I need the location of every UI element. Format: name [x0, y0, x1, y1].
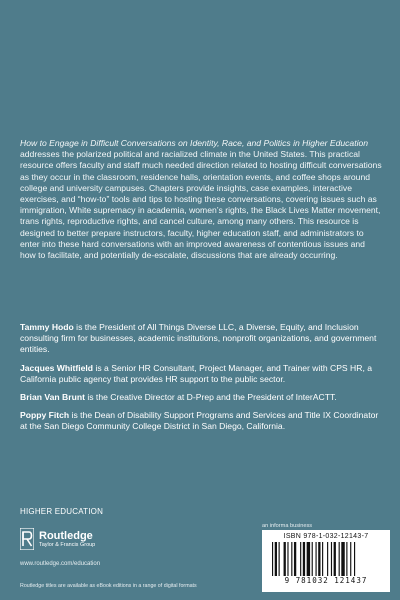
author-name: Tammy Hodo — [20, 322, 74, 332]
author-name: Brian Van Brunt — [20, 392, 85, 403]
publisher-name: Routledge — [39, 529, 93, 542]
author-name: Poppy Fitch — [20, 410, 70, 421]
author-bio — [20, 363, 382, 385]
barcode-icon — [270, 542, 382, 576]
author-bio — [20, 322, 382, 356]
description-body: addresses the polarized political and racialized climate in the United States. This practical resource offers faculty and staff much needed direction related to hosting difficult conversations as they occur in the classroom, residence halls, orientation events, and coffee shops around college and university campuses. Chapters provide insights, case examples, interactive exercises, and “how-to” tools and tips to hosting these conversations, covering issues such as immigration, White supremacy in academia, women’s rights, the Black Lives Matter movement, trans rights, reproductive rights, and cancel culture, among many others. This resource is designed to better prepare instructors, faculty, higher education staff, and administrators to enter into these hard conversations with an improved awareness of contentious issues and how to facilitate, and potentially de-escalate, discussions that are already occurring. — [20, 149, 382, 261]
author-bio-text: is the Creative Director at D-Prep and the President of InterACTT. — [84, 392, 337, 403]
publisher-group: Taylor & Francis Group — [39, 541, 96, 548]
subject-category: HIGHER EDUCATION — [20, 507, 104, 516]
author-bios — [20, 322, 382, 440]
ebook-note: Routledge titles are available as eBook editions in a range of digital formats — [20, 583, 197, 589]
author-bio — [20, 410, 382, 432]
author-bio-text: is the President of All Things Diverse LLC, a Diverse, Equity, and Inclusion consulting firm for businesses, academic institutions, nonprofit organizations, and government entities. — [20, 322, 377, 355]
publisher-url: www.routledge.com/education — [20, 561, 101, 567]
author-bio-text: is the Dean of Disability Support Programs and Services and Title IX Coordinator at the San Diego Community College District in San Diego, California. — [20, 410, 379, 432]
isbn-text: ISBN 978-1-032-12143-7 — [283, 533, 369, 540]
author-bio — [20, 392, 382, 403]
publisher-logo — [20, 528, 95, 550]
routledge-logo-icon — [20, 528, 34, 550]
informa-label: an informa business — [262, 523, 313, 529]
isbn-barcode — [262, 530, 390, 592]
book-title: How to Engage in Difficult Conversations on Identity, Race, and Politics in Higher Education — [20, 138, 369, 148]
barcode-digits: 9 781032 121437 — [284, 576, 368, 585]
author-name: Jacques Whitfield — [20, 362, 94, 373]
author-bio-text: is a Senior HR Consultant, Project Manager, and Trainer with CPS HR, a California public agency that provides HR support to the public sector. — [20, 362, 373, 384]
back-cover-description — [20, 138, 382, 261]
